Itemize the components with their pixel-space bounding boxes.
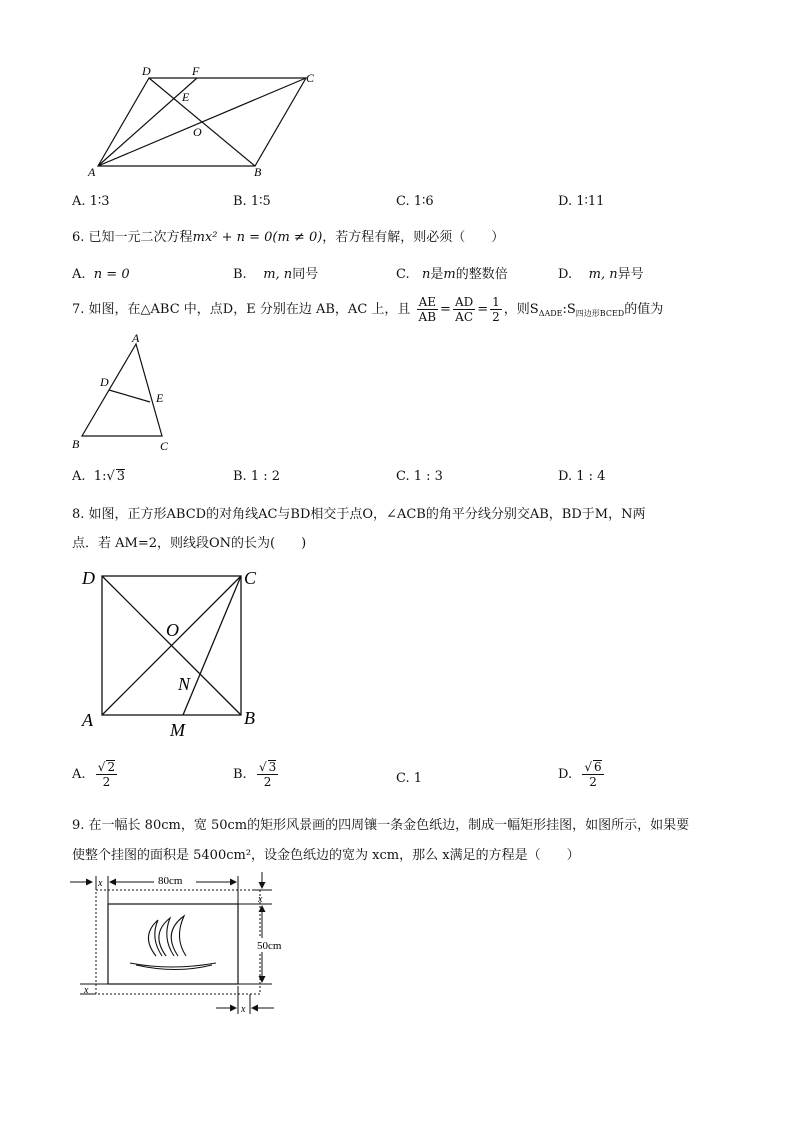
q7-frac3-num: 1 (492, 295, 500, 309)
q7-stem-suffix: 的值为 (624, 302, 664, 317)
q7-label-b: B (72, 437, 80, 451)
q7-sub-bced: 四边形BCED (575, 309, 625, 318)
q5-label-a: A (88, 165, 96, 179)
q7-option-a-prefix: A. (72, 469, 86, 484)
q8-option-b[interactable] (233, 760, 280, 800)
q9-label-80cm: 80cm (158, 875, 183, 887)
q9-label-x-bottom: x (241, 1004, 246, 1015)
q8-option-a-frac: $\frac{√ 2}{2}$ (97, 760, 116, 789)
q8-label-n: N (178, 674, 191, 694)
q5-label-e: E (182, 90, 190, 104)
q7-label-a: A (132, 331, 140, 345)
q6-stem-suffix: ，若方程有解，则必须（ ） (322, 230, 505, 245)
q6-condition: (m ≠ 0) (272, 230, 323, 245)
q8-option-a[interactable] (72, 760, 119, 800)
q6-option-a-math: n = 0 (93, 267, 130, 282)
q6-option-a-prefix: A. (72, 267, 86, 282)
q7-frac2-num: AD (454, 295, 474, 309)
q6-equation: mx² + n = 0 (192, 230, 273, 245)
q8-option-c[interactable]: C. 1 (396, 771, 423, 786)
q8-option-a-root: 2 (107, 760, 116, 774)
q6-option-b-prefix: B. (233, 267, 247, 282)
q7-fraction-ae-ab (417, 295, 438, 324)
q7-number: 7. (72, 302, 85, 317)
q6-option-b[interactable] (233, 266, 318, 284)
q8-label-o: O (166, 620, 179, 640)
q6-option-c-math2: m (443, 267, 456, 282)
q5-option-a[interactable]: A. 1∶3 (72, 194, 110, 209)
q5-option-b[interactable]: B. 1∶5 (233, 194, 271, 209)
q8-option-b-den: 2 (263, 775, 272, 789)
q7-option-a[interactable]: A. 1:√ 3 (72, 469, 126, 484)
q8-label-m: M (170, 720, 185, 740)
q9-outer-frame (96, 890, 260, 994)
q8-label-d: D (82, 568, 95, 588)
q7-triangle (82, 344, 162, 436)
q5-label-c: C (306, 71, 315, 85)
q8-option-d-root: 6 (594, 760, 602, 774)
q8-option-d-den: 2 (589, 775, 597, 789)
q7-stem: 7. 如图，在△ABC 中，点D，E 分别在边 AB，AC 上，且 $\frac{AE}{AB}$ = $\frac{AD}{AC}$ = $\frac{1}{2}$ ，则$S_{\Delta ADE}:S_{四边形BCED}$的值为 (72, 295, 664, 324)
q9-label-x-top: x (98, 878, 103, 889)
q7-figure (66, 330, 186, 455)
q6-option-b-text: 同号 (292, 267, 319, 282)
q6-option-c[interactable] (396, 266, 508, 284)
q8-option-d-prefix: D. (558, 766, 573, 782)
q9-label-x-left: x (84, 985, 89, 996)
q6-option-d-text: 异号 (617, 267, 644, 282)
q8-bisector-cm (183, 576, 241, 715)
q6-option-c-text1: 是 (430, 267, 444, 282)
q5-diagonal-bd (149, 78, 255, 166)
q7-option-c[interactable]: C. 1 : 3 (396, 469, 443, 484)
q7-frac2-den: AC (455, 310, 474, 324)
q7-frac1-num: AE (417, 295, 438, 310)
q7-stem-mid: ，则S (503, 302, 539, 317)
q7-segment-de (109, 390, 150, 402)
q8-figure (78, 562, 278, 744)
q5-option-d[interactable]: D. 1∶11 (558, 194, 605, 209)
q8-option-a-prefix: A. (72, 766, 86, 782)
q7-frac3-den: 2 (492, 310, 500, 324)
q5-label-f: F (192, 64, 200, 78)
q8-option-d-frac: $\frac{√ 6}{2}$ (584, 760, 602, 789)
q8-option-b-root: 3 (268, 760, 277, 774)
q6-option-d-prefix: D. (558, 267, 573, 282)
q7-option-a-root: 3 (116, 469, 126, 484)
q9-inner-picture (108, 904, 238, 984)
q7-colon: :S (562, 302, 576, 317)
q7-option-d[interactable]: D. 1 : 4 (558, 469, 606, 484)
q6-option-c-text2: 的整数倍 (455, 267, 508, 282)
q6-number: 6. (72, 230, 85, 245)
q6-stem (72, 229, 504, 247)
q7-fraction-ad-ac (453, 295, 475, 324)
q5-label-o: O (193, 125, 202, 139)
q7-label-e: E (156, 391, 164, 405)
q7-fraction-half (490, 295, 502, 324)
q5-label-d: D (142, 64, 151, 78)
q5-figure (80, 62, 330, 182)
q7-label-c: C (160, 439, 169, 453)
q8-stem-line2: 点．若 AM=2，则线段ON的长为( ) (72, 536, 307, 551)
q8-option-b-prefix: B. (233, 766, 247, 782)
q6-option-d[interactable] (558, 266, 644, 284)
q8-stem-line1: 8. 如图，正方形ABCD的对角线AC与BD相交于点O，∠ACB的角平分线分别交AB，BD于M，N两 (72, 507, 646, 522)
q7-option-b[interactable]: B. 1 : 2 (233, 469, 281, 484)
q7-sub-ade: ΔADE (538, 309, 563, 318)
q6-option-a[interactable] (72, 266, 130, 284)
q6-option-b-math: m, n (263, 267, 293, 282)
q9-label-50cm: 50cm (257, 940, 282, 952)
q6-option-c-math1: n (422, 267, 431, 282)
q7-option-a-pre: 1: (93, 469, 107, 484)
q9-figure (66, 868, 296, 1020)
q8-label-b: B (244, 708, 255, 728)
q7-frac1-den: AB (418, 310, 437, 324)
q6-stem-prefix: 已知一元二次方程 (88, 230, 193, 245)
q9-stem-line1: 9. 在一幅长 80cm，宽 50cm的矩形风景画的四周镶一条金色纸边，制成一幅矩形挂图，如图所示，如果要 (72, 818, 690, 833)
q8-label-c: C (244, 568, 257, 588)
q8-option-b-frac: $\frac{√ 3}{2}$ (258, 760, 277, 789)
q5-option-c[interactable]: C. 1∶6 (396, 194, 434, 209)
q6-option-d-math: m, n (588, 267, 618, 282)
q5-label-b: B (254, 165, 262, 179)
q7-label-d: D (100, 375, 109, 389)
q8-option-d[interactable] (558, 760, 606, 800)
q7-stem-prefix: 如图，在△ABC 中，点D，E 分别在边 AB，AC 上，且 (88, 302, 411, 317)
q9-stem-line2: 使整个挂图的面积是 5400cm²，设金色纸边的宽为 xcm，那么 x满足的方程是（ ） (72, 848, 580, 863)
q9-label-x-right: x (258, 894, 263, 905)
q6-option-c-prefix: C. (396, 267, 410, 282)
q8-option-a-den: 2 (102, 775, 111, 789)
q8-label-a: A (82, 710, 93, 730)
q9-boat-icon (130, 916, 216, 970)
